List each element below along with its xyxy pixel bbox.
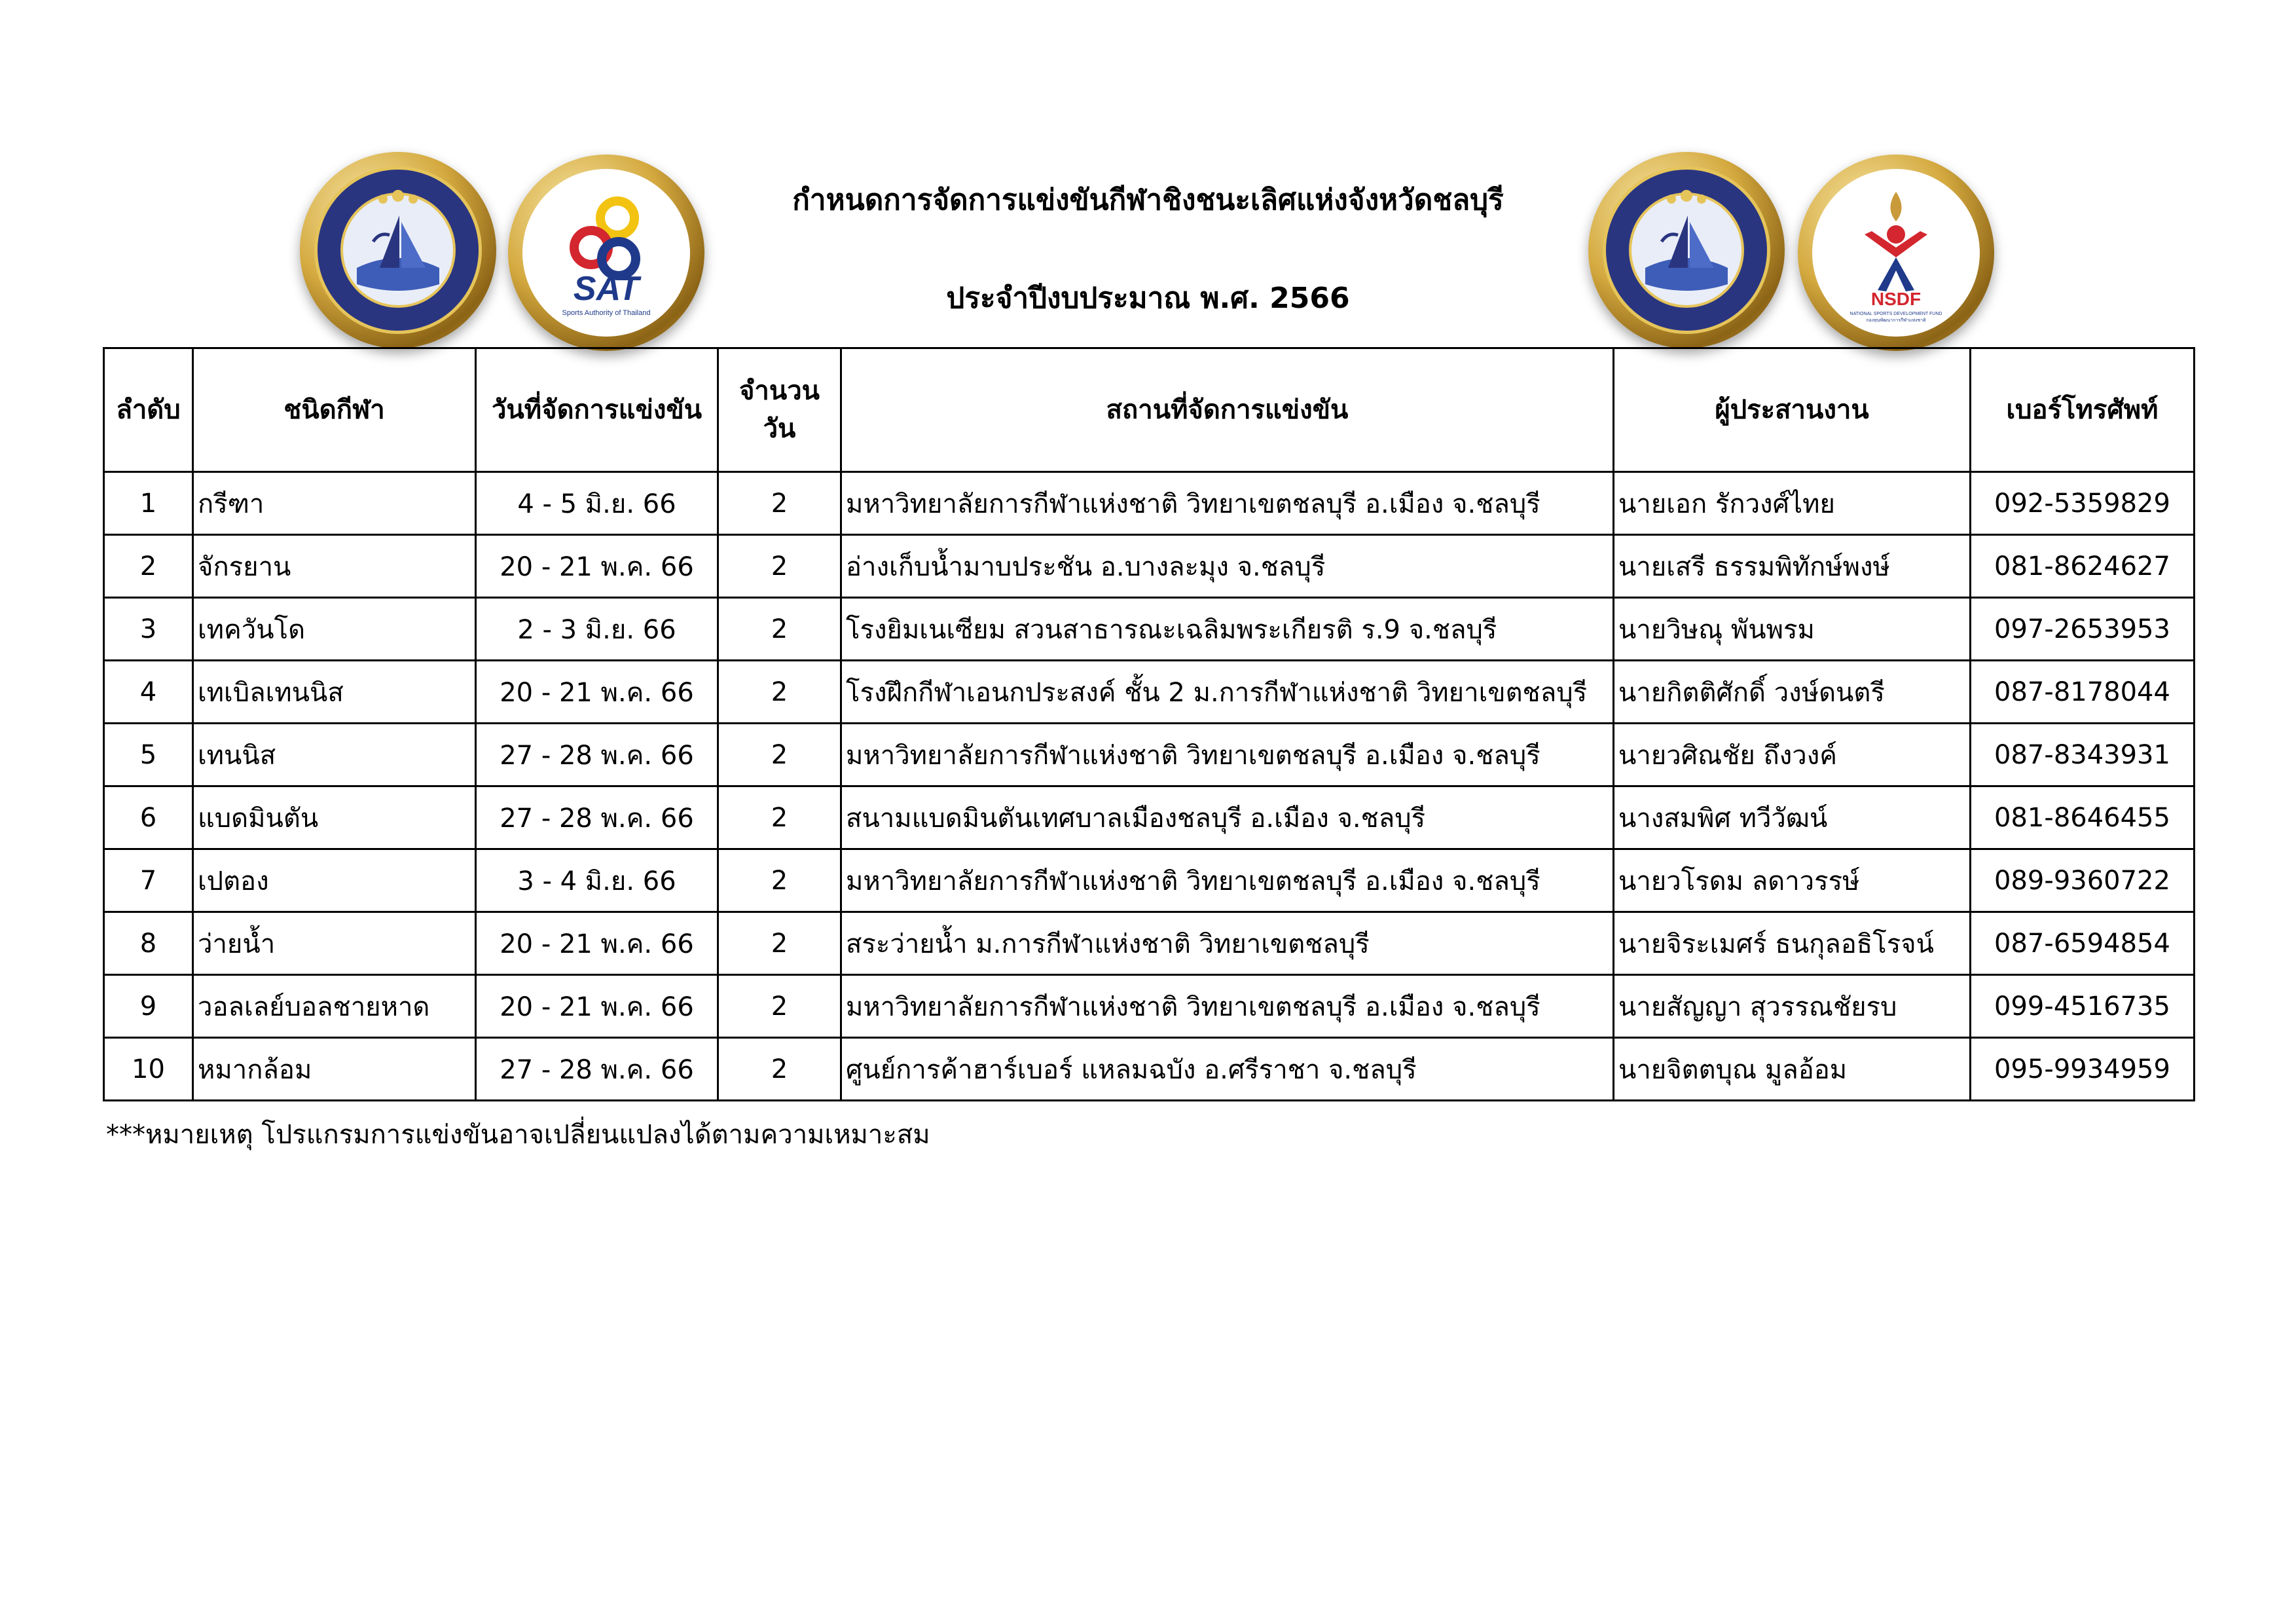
- table-row: [104, 912, 2195, 975]
- cell-sport: เทนนิส: [193, 724, 476, 786]
- cell-date: 4 - 5 มิ.ย. 66: [476, 472, 718, 535]
- cell-phone: 092-5359829: [1971, 472, 2195, 535]
- cell-venue: อ่างเก็บน้ำมาบประชัน อ.บางละมุง จ.ชลบุรี: [841, 535, 1614, 598]
- cell-days: 2: [718, 786, 841, 849]
- cell-days: 2: [718, 472, 841, 535]
- cell-phone: 081-8624627: [1971, 535, 2195, 598]
- nsdf-logo-caption-th: กองทุนพัฒนาการกีฬาแห่งชาติ: [1866, 318, 1926, 323]
- header-days: [718, 348, 841, 472]
- cell-date: 27 - 28 พ.ค. 66: [476, 1038, 718, 1101]
- competition-schedule-table: [103, 347, 2195, 1101]
- cell-venue: มหาวิทยาลัยการกีฬาแห่งชาติ วิทยาเขตชลบุรี อ.เมือง จ.ชลบุรี: [841, 472, 1614, 535]
- cell-sport: ว่ายน้ำ: [193, 912, 476, 975]
- cell-coordinator: นายวศิณชัย ถึงวงค์: [1614, 724, 1971, 786]
- cell-days: 2: [718, 598, 841, 661]
- cell-days: 2: [718, 724, 841, 786]
- cell-date: 20 - 21 พ.ค. 66: [476, 975, 718, 1038]
- table-row: [104, 661, 2195, 724]
- sat-logo-text: SAT: [573, 270, 640, 308]
- cell-coordinator: นายเสรี ธรรมพิทักษ์พงษ์: [1614, 535, 1971, 598]
- table-row: [104, 535, 2195, 598]
- page-subtitle: ประจำปีงบประมาณ พ.ศ. 2566: [946, 282, 1350, 315]
- cell-phone: 097-2653953: [1971, 598, 2195, 661]
- cell-coordinator: นายกิตติศักดิ์ วงษ์ดนตรี: [1614, 661, 1971, 724]
- cell-sport: กรีฑา: [193, 472, 476, 535]
- cell-no: 8: [104, 912, 193, 975]
- footnote: ***หมายเหตุ โปรแกรมการแข่งขันอาจเปลี่ยนแปลงได้ตามความเหมาะสม: [106, 1120, 930, 1150]
- cell-coordinator: นางสมพิศ ทวีวัฒน์: [1614, 786, 1971, 849]
- cell-venue: สนามแบดมินตันเทศบาลเมืองชลบุรี อ.เมือง จ.ชลบุรี: [841, 786, 1614, 849]
- cell-no: 9: [104, 975, 193, 1038]
- cell-no: 6: [104, 786, 193, 849]
- header-no: ลำดับ: [104, 348, 193, 472]
- header-phone: เบอร์โทรศัพท์: [1971, 348, 2195, 472]
- cell-days: 2: [718, 535, 841, 598]
- cell-coordinator: นายสัญญา สุวรรณชัยรบ: [1614, 975, 1971, 1038]
- cell-coordinator: นายวโรดม ลดาวรรษ์: [1614, 849, 1971, 912]
- cell-venue: โรงฝึกกีฬาเอนกประสงค์ ชั้น 2 ม.การกีฬาแห่งชาติ วิทยาเขตชลบุรี: [841, 661, 1614, 724]
- header-days-line2: วัน: [763, 414, 796, 444]
- cell-date: 2 - 3 มิ.ย. 66: [476, 598, 718, 661]
- cell-days: 2: [718, 661, 841, 724]
- cell-venue: มหาวิทยาลัยการกีฬาแห่งชาติ วิทยาเขตชลบุรี อ.เมือง จ.ชลบุรี: [841, 975, 1614, 1038]
- cell-days: 2: [718, 912, 841, 975]
- table-row: [104, 472, 2195, 535]
- cell-coordinator: นายวิษณุ พันพรม: [1614, 598, 1971, 661]
- nsdf-logo-text: NSDF: [1870, 289, 1922, 309]
- cell-days: 2: [718, 975, 841, 1038]
- cell-date: 3 - 4 มิ.ย. 66: [476, 849, 718, 912]
- table-row: [104, 598, 2195, 661]
- cell-days: 2: [718, 1038, 841, 1101]
- table-row: [104, 724, 2195, 786]
- table-row: [104, 786, 2195, 849]
- table-header-row: [104, 348, 2195, 472]
- header-sport: ชนิดกีฬา: [193, 348, 476, 472]
- header-venue: สถานที่จัดการแข่งขัน: [841, 348, 1614, 472]
- cell-phone: 089-9360722: [1971, 849, 2195, 912]
- sat-logo-caption: Sports Authority of Thailand: [562, 309, 651, 317]
- cell-sport: เทควันโด: [193, 598, 476, 661]
- cell-coordinator: นายจิระเมศร์ ธนกุลอธิโรจน์: [1614, 912, 1971, 975]
- cell-phone: 081-8646455: [1971, 786, 2195, 849]
- cell-no: 7: [104, 849, 193, 912]
- cell-sport: จักรยาน: [193, 535, 476, 598]
- cell-no: 3: [104, 598, 193, 661]
- cell-date: 20 - 21 พ.ค. 66: [476, 661, 718, 724]
- page-title: กำหนดการจัดการแข่งขันกีฬาชิงชนะเลิศแห่งจังหวัดชลบุรี: [792, 183, 1504, 217]
- cell-phone: 087-6594854: [1971, 912, 2195, 975]
- cell-phone: 087-8343931: [1971, 724, 2195, 786]
- cell-no: 2: [104, 535, 193, 598]
- cell-no: 5: [104, 724, 193, 786]
- cell-date: 20 - 21 พ.ค. 66: [476, 912, 718, 975]
- cell-date: 20 - 21 พ.ค. 66: [476, 535, 718, 598]
- cell-venue: มหาวิทยาลัยการกีฬาแห่งชาติ วิทยาเขตชลบุรี อ.เมือง จ.ชลบุรี: [841, 724, 1614, 786]
- cell-coordinator: นายเอก รักวงศ์ไทย: [1614, 472, 1971, 535]
- cell-sport: เปตอง: [193, 849, 476, 912]
- cell-days: 2: [718, 849, 841, 912]
- cell-no: 4: [104, 661, 193, 724]
- cell-phone: 099-4516735: [1971, 975, 2195, 1038]
- table-row: [104, 1038, 2195, 1101]
- cell-venue: ศูนย์การค้าฮาร์เบอร์ แหลมฉบัง อ.ศรีราชา จ.ชลบุรี: [841, 1038, 1614, 1101]
- cell-sport: แบดมินตัน: [193, 786, 476, 849]
- cell-no: 1: [104, 472, 193, 535]
- cell-phone: 095-9934959: [1971, 1038, 2195, 1101]
- header-coordinator: ผู้ประสานงาน: [1614, 348, 1971, 472]
- cell-date: 27 - 28 พ.ค. 66: [476, 786, 718, 849]
- cell-sport: เทเบิลเทนนิส: [193, 661, 476, 724]
- cell-date: 27 - 28 พ.ค. 66: [476, 724, 718, 786]
- nsdf-logo-caption: NATIONAL SPORTS DEVELOPMENT FUND: [1850, 312, 1942, 316]
- cell-venue: มหาวิทยาลัยการกีฬาแห่งชาติ วิทยาเขตชลบุรี อ.เมือง จ.ชลบุรี: [841, 849, 1614, 912]
- cell-phone: 087-8178044: [1971, 661, 2195, 724]
- cell-sport: วอลเลย์บอลชายหาด: [193, 975, 476, 1038]
- cell-venue: สระว่ายน้ำ ม.การกีฬาแห่งชาติ วิทยาเขตชลบุรี: [841, 912, 1614, 975]
- table-row: [104, 975, 2195, 1038]
- table-row: [104, 849, 2195, 912]
- cell-sport: หมากล้อม: [193, 1038, 476, 1101]
- cell-coordinator: นายจิตตบุณ มูลอ้อม: [1614, 1038, 1971, 1101]
- cell-no: 10: [104, 1038, 193, 1101]
- cell-venue: โรงยิมเนเซียม สวนสาธารณะเฉลิมพระเกียรติ ร.9 จ.ชลบุรี: [841, 598, 1614, 661]
- header-days-line1: จำนวน: [738, 376, 820, 406]
- header-date: วันที่จัดการแข่งขัน: [476, 348, 718, 472]
